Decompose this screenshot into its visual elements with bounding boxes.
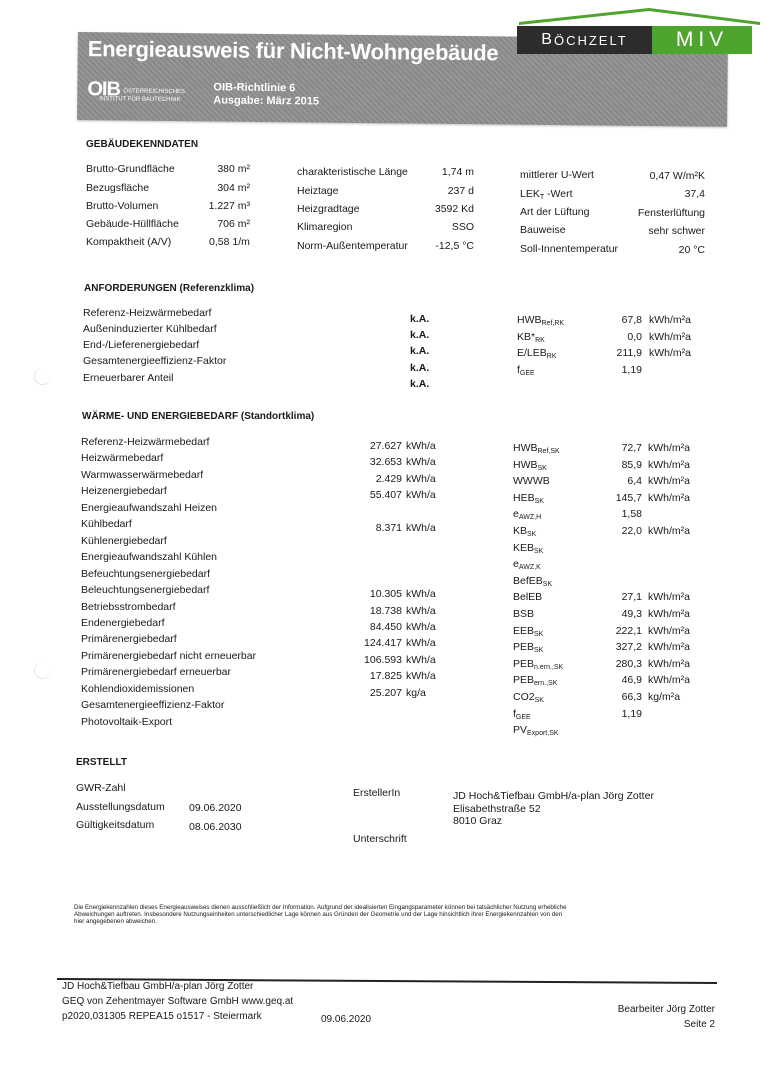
- indicator-symbol-subscript: ern.,SK: [534, 680, 558, 687]
- energy-demand-label: Heizenergiebedarf: [81, 485, 167, 497]
- indicator-value: 0,0: [627, 331, 642, 343]
- indicator-symbol-subscript: Export,SK: [527, 730, 559, 737]
- energy-demand-unit: kWh/a: [406, 654, 436, 666]
- energy-demand-unit: kWh/a: [406, 440, 436, 452]
- indicator-symbol-subscript: SK: [537, 465, 547, 472]
- energy-demand-value: 18.738: [369, 605, 402, 617]
- indicator-symbol: [513, 525, 536, 538]
- indicator-symbol-main: KB: [513, 525, 528, 537]
- indicator-symbol-main: BelEB: [513, 591, 543, 603]
- indicator-symbol-main: f: [517, 364, 520, 376]
- indicator-symbol: [513, 542, 543, 555]
- indicator-unit: kWh/m²a: [648, 475, 690, 487]
- indicator-symbol-subscript: SK: [534, 697, 544, 704]
- edition-label: Ausgabe: März 2015: [213, 94, 320, 108]
- lek-label: LEK: [520, 188, 540, 200]
- building-data-value: 0,47 W/m²K: [649, 170, 705, 182]
- indicator-symbol: [513, 492, 544, 505]
- building-data-value: 380 m²: [217, 163, 250, 175]
- building-data-label: Heizgradtage: [297, 203, 360, 215]
- brand-rest: ÖCHZELT: [553, 32, 628, 48]
- indicator-symbol: [513, 575, 552, 588]
- signature-label: Unterschrift: [353, 833, 407, 845]
- building-data-value: 706 m²: [217, 218, 250, 230]
- indicator-symbol: [513, 708, 531, 721]
- energy-demand-unit: kg/a: [406, 687, 426, 699]
- indicator-symbol-main: e: [513, 558, 519, 570]
- footer-page-number: Seite 2: [683, 1019, 715, 1030]
- building-data-label: Brutto-Volumen: [86, 200, 159, 212]
- building-data-value: -12,5 °C: [435, 240, 474, 252]
- oib-logo-line1: ÖSTERREICHISCHES: [123, 88, 186, 96]
- building-data-value: 1,74 m: [441, 166, 474, 178]
- disclaimer-line: Die Energiekennzahlen dieses Energieausweises dienen ausschließlich der Information. Aufgrund der idealisierten Eingangsparameter können bei tatsächlicher Nutzung erhebliche: [74, 904, 567, 911]
- indicator-symbol-subscript: SK: [527, 531, 537, 538]
- footer-project-code: p2020,031305 REPEA15 o1517 - Steiermark: [62, 1011, 262, 1022]
- energy-demand-label: Beleuchtungsenergiebedarf: [81, 584, 210, 596]
- indicator-symbol: [517, 347, 557, 360]
- footer-date: 09.06.2020: [321, 1014, 372, 1025]
- energy-demand-value: 10.305: [369, 588, 402, 600]
- indicator-symbol-subscript: RK: [546, 353, 557, 360]
- indicator-symbol-subscript: AWZ,H: [518, 514, 542, 521]
- section-heading-created: ERSTELLT: [76, 757, 127, 768]
- energy-demand-label: Befeuchtungsenergiebedarf: [81, 568, 211, 580]
- indicator-unit: kWh/m²a: [648, 674, 690, 686]
- energy-demand-label: Primärenergiebedarf nicht erneuerbar: [81, 650, 257, 662]
- energy-demand-label: Primärenergiebedarf: [81, 633, 177, 645]
- indicator-symbol: [513, 475, 550, 488]
- building-data-value: 37,4: [684, 188, 705, 200]
- brand-name-right: MIV: [652, 26, 752, 54]
- indicator-symbol-main: CO2: [513, 691, 535, 703]
- brand-name-left: [517, 26, 652, 54]
- indicator-symbol-main: EEB: [513, 625, 535, 637]
- indicator-symbol: [513, 442, 560, 455]
- energy-demand-value: 25.207: [369, 687, 402, 699]
- indicator-symbol: [513, 591, 542, 604]
- requirement-value: k.A.: [410, 345, 430, 357]
- building-data-label: mittlerer U-Wert: [520, 169, 594, 181]
- indicator-symbol-main: PV: [513, 724, 528, 736]
- indicator-symbol-main: PEB: [513, 641, 535, 653]
- lek-subscript: T: [539, 194, 545, 201]
- indicator-value: 27,1: [621, 591, 642, 603]
- building-data-value: 3592 Kd: [434, 203, 474, 215]
- indicator-symbol-main: WWWB: [513, 475, 550, 487]
- indicator-symbol-main: KEB: [513, 542, 535, 554]
- energy-demand-unit: kWh/a: [406, 473, 436, 485]
- oib-logo: [87, 78, 212, 113]
- indicator-value: 1,58: [621, 508, 642, 520]
- energy-demand-label: Heizwärmebedarf: [81, 452, 164, 464]
- building-data-label: charakteristische Länge: [297, 166, 408, 178]
- energy-demand-unit: kWh/a: [406, 605, 436, 617]
- disclaimer-text: [74, 904, 567, 926]
- lek-suffix: -Wert: [544, 188, 573, 200]
- disclaimer-line: Abweichungen auftreten. Insbesondere Nutzungseinheiten unterschiedlicher Lage können aus Gründen der Geometrie und der Lage hinsichtlich ihrer Energiekennzahlen von den: [74, 911, 563, 919]
- indicator-unit: kWh/m²a: [648, 608, 690, 620]
- energy-demand-label: Betriebsstrombedarf: [81, 601, 176, 613]
- building-data-label: [520, 188, 573, 201]
- energy-demand-label: Kühlenergiebedarf: [81, 535, 167, 547]
- requirement-value: k.A.: [410, 329, 430, 341]
- building-data-label: Brutto-Grundfläche: [86, 163, 175, 175]
- indicator-symbol-main: e: [513, 508, 519, 520]
- indicator-symbol-subscript: SK: [534, 631, 544, 638]
- requirement-label: Referenz-Heizwärmebedarf: [83, 307, 212, 319]
- building-data-label: Gebäude-Hüllfläche: [86, 218, 179, 230]
- indicator-symbol: [513, 608, 534, 621]
- indicator-symbol: [513, 459, 547, 472]
- building-data-label: Norm-Außentemperatur: [297, 240, 408, 252]
- indicator-symbol-subscript: Ref,RK: [541, 320, 565, 327]
- indicator-symbol-subscript: Ref,SK: [537, 448, 560, 455]
- indicator-symbol: [513, 691, 544, 704]
- energy-demand-label: Energieaufwandszahl Kühlen: [81, 551, 218, 563]
- issue-date-value: 09.06.2020: [189, 802, 242, 814]
- requirement-label: Erneuerbarer Anteil: [83, 372, 174, 384]
- indicator-symbol: [517, 331, 545, 344]
- indicator-value: 1,19: [621, 708, 642, 720]
- indicator-symbol-subscript: RK: [535, 337, 545, 344]
- building-data-value: sehr schwer: [648, 225, 705, 237]
- indicator-symbol-main: PEB: [513, 658, 535, 670]
- indicator-unit: kWh/m²a: [649, 331, 691, 343]
- issue-date-label: Ausstellungsdatum: [76, 801, 165, 813]
- indicator-value: 66,3: [621, 691, 642, 703]
- guideline-label: OIB-Richtlinie 6: [213, 81, 296, 95]
- guideline-info: [213, 81, 319, 108]
- indicator-symbol-subscript: n.ern.,SK: [534, 664, 564, 671]
- creator-street: Elisabethstraße 52: [453, 803, 541, 815]
- energy-demand-value: 27.627: [369, 440, 402, 452]
- requirement-label: Gesamtenergieeffizienz-Faktor: [83, 355, 227, 367]
- indicator-value: 6,4: [627, 475, 642, 487]
- indicator-symbol-main: BefEB: [513, 575, 543, 587]
- indicator-symbol-main: KB*: [517, 331, 536, 343]
- indicator-value: 222,1: [615, 625, 642, 637]
- indicator-symbol: [517, 364, 535, 377]
- energy-demand-unit: kWh/a: [406, 456, 436, 468]
- indicator-symbol-main: PEB: [513, 674, 535, 686]
- indicator-symbol-main: HEB: [513, 492, 535, 504]
- indicator-value: 280,3: [615, 658, 642, 670]
- indicator-symbol-main: f: [513, 708, 516, 720]
- indicator-value: 67,8: [621, 314, 642, 326]
- indicator-symbol-subscript: SK: [534, 498, 544, 505]
- building-data-value: 237 d: [447, 185, 474, 197]
- building-data-label: Heiztage: [297, 185, 339, 197]
- indicator-unit: kWh/m²a: [648, 641, 690, 653]
- building-data-value: Fensterlüftung: [637, 207, 705, 219]
- indicator-symbol-main: HWB: [517, 314, 542, 326]
- building-data-label: Kompaktheit (A/V): [86, 236, 172, 248]
- indicator-symbol-main: E/LEB: [517, 347, 547, 359]
- energy-demand-value: 32.653: [369, 456, 402, 468]
- indicator-symbol: [513, 658, 563, 671]
- requirement-label: End-/Lieferenergiebedarf: [83, 339, 200, 351]
- energy-demand-value: 8.371: [375, 522, 402, 534]
- punch-hole-mark: [34, 368, 51, 385]
- indicator-value: 72,7: [621, 442, 642, 454]
- indicator-unit: kWh/m²a: [648, 492, 690, 504]
- energy-demand-value: 106.593: [364, 654, 402, 666]
- indicator-symbol-subscript: SK: [534, 647, 544, 654]
- oib-logo-mark: OIB: [87, 78, 121, 101]
- indicator-symbol-main: HWB: [513, 459, 538, 471]
- valid-date-value: 08.06.2030: [189, 821, 242, 833]
- energy-demand-label: Warmwasserwärmebedarf: [81, 469, 204, 481]
- requirement-label: Außeninduzierter Kühlbedarf: [83, 323, 217, 335]
- energy-demand-unit: kWh/a: [406, 588, 436, 600]
- building-data-label: Bauweise: [520, 224, 566, 236]
- building-data-value: 20 °C: [678, 244, 705, 256]
- indicator-symbol: [517, 314, 564, 327]
- gwr-label: GWR-Zahl: [76, 782, 126, 794]
- energy-demand-value: 55.407: [369, 489, 402, 501]
- indicator-value: 1,19: [621, 364, 642, 376]
- requirement-value: k.A.: [410, 378, 430, 390]
- roof-icon: [517, 8, 762, 26]
- indicator-symbol: [513, 674, 557, 687]
- energy-demand-label: Endenergiebedarf: [81, 617, 165, 629]
- indicator-value: 211,9: [616, 347, 642, 359]
- energy-demand-label: Gesamtenergieeffizienz-Faktor: [81, 699, 225, 711]
- indicator-unit: kWh/m²a: [648, 625, 690, 637]
- energy-demand-label: Kühlbedarf: [81, 518, 132, 530]
- energy-demand-label: Referenz-Heizwärmebedarf: [81, 436, 210, 448]
- oib-logo-line2: INSTITUT FÜR BAUTECHNIK: [99, 96, 181, 104]
- indicator-symbol: [513, 558, 541, 571]
- indicator-value: 327,2: [615, 641, 642, 653]
- punch-hole-mark: [34, 662, 51, 679]
- indicator-unit: kWh/m²a: [648, 442, 690, 454]
- section-heading-building-data: GEBÄUDEKENNDATEN: [86, 139, 199, 150]
- energy-demand-unit: kWh/a: [406, 637, 436, 649]
- indicator-symbol: [513, 724, 559, 737]
- requirement-value: k.A.: [410, 362, 430, 374]
- energy-demand-label: Primärenergiebedarf erneuerbar: [81, 666, 231, 678]
- energy-demand-unit: kWh/a: [406, 670, 436, 682]
- indicator-symbol-subscript: AWZ,K: [518, 564, 541, 571]
- indicator-unit: kWh/m²a: [649, 314, 691, 326]
- indicator-value: 145,7: [615, 492, 642, 504]
- brand-logo: [517, 8, 762, 54]
- energy-demand-value: 124.417: [364, 637, 402, 649]
- indicator-symbol-main: HWB: [513, 442, 538, 454]
- indicator-unit: kg/m²a: [648, 691, 681, 703]
- building-data-label: Bezugsfläche: [86, 182, 150, 194]
- energy-demand-unit: kWh/a: [406, 489, 436, 501]
- indicator-unit: kWh/m²a: [648, 459, 690, 471]
- building-data-label: Klimaregion: [297, 221, 353, 233]
- energy-demand-label: Kohlendioxidemissionen: [81, 683, 195, 695]
- creator-name: JD Hoch&Tiefbau GmbH/a-plan Jörg Zotter: [453, 790, 654, 802]
- indicator-unit: kWh/m²a: [648, 658, 690, 670]
- energy-demand-unit: kWh/a: [406, 621, 436, 633]
- brand-initial: B: [541, 31, 554, 48]
- indicator-symbol-subscript: GEE: [515, 714, 531, 721]
- building-data-label: Soll-Innentemperatur: [520, 243, 619, 255]
- footer-company: JD Hoch&Tiefbau GmbH/a-plan Jörg Zotter: [62, 981, 254, 992]
- building-data-value: 0,58 1/m: [209, 236, 250, 248]
- creator-label: ErstellerIn: [353, 787, 401, 799]
- section-heading-energy-demand: WÄRME- UND ENERGIEBEDARF (Standortklima): [82, 411, 315, 422]
- footer-editor: Bearbeiter Jörg Zotter: [617, 1004, 715, 1015]
- indicator-symbol-subscript: SK: [542, 581, 553, 588]
- creator-city: 8010 Graz: [453, 815, 503, 827]
- energy-demand-value: 84.450: [369, 621, 402, 633]
- building-data-value: 1.227 m³: [208, 200, 250, 212]
- indicator-value: 46,9: [621, 674, 642, 686]
- indicator-unit: kWh/m²a: [648, 525, 690, 537]
- energy-demand-unit: kWh/a: [406, 522, 436, 534]
- indicator-symbol: [513, 641, 543, 654]
- indicator-symbol-main: BSB: [513, 608, 535, 620]
- disclaimer-line: hier angegebenen abweichen.: [74, 918, 157, 926]
- energy-demand-label: Photovoltaik-Export: [81, 716, 173, 728]
- valid-date-label: Gültigkeitsdatum: [76, 819, 155, 831]
- building-data-value: SSO: [451, 221, 474, 233]
- indicator-symbol-subscript: GEE: [519, 370, 535, 377]
- energy-demand-label: Energieaufwandszahl Heizen: [81, 502, 218, 514]
- document-title: Energieausweis für Nicht-Wohngebäude: [87, 36, 499, 66]
- indicator-value: 22,0: [621, 525, 642, 537]
- indicator-unit: kWh/m²a: [649, 347, 691, 359]
- building-data-value: 304 m²: [217, 182, 250, 194]
- indicator-symbol: [513, 508, 541, 521]
- section-heading-requirements: ANFORDERUNGEN (Referenzklima): [84, 283, 255, 294]
- indicator-value: 49,3: [621, 608, 642, 620]
- building-data-label: Art der Lüftung: [520, 206, 590, 218]
- footer-software: GEQ von Zehentmayer Software GmbH www.geq.at: [62, 996, 294, 1007]
- indicator-symbol: [513, 625, 543, 638]
- indicator-unit: kWh/m²a: [648, 591, 690, 603]
- indicator-symbol-subscript: SK: [534, 548, 544, 555]
- requirement-value: k.A.: [410, 313, 430, 325]
- energy-demand-value: 2.429: [375, 473, 402, 485]
- indicator-value: 85,9: [621, 459, 642, 471]
- energy-demand-value: 17.825: [369, 670, 402, 682]
